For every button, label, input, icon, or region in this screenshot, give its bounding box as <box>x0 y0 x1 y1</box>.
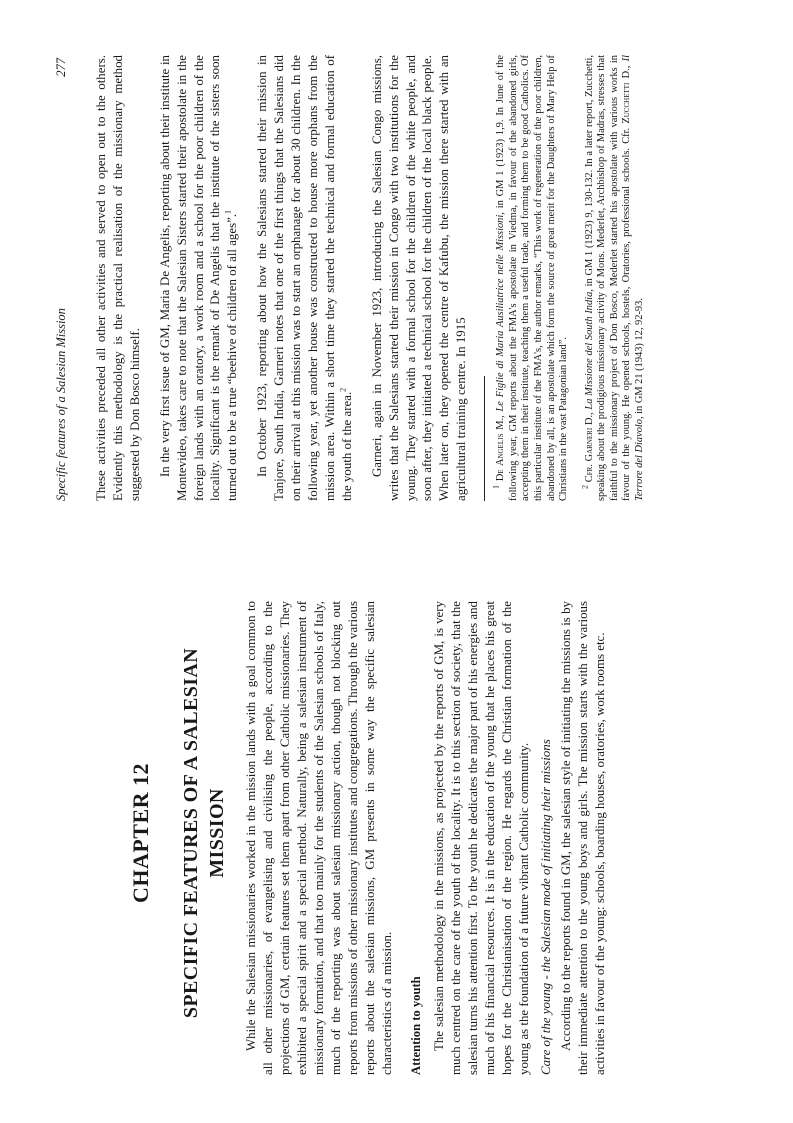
body-paragraph-4: Garneri, again in November 1923, introducing the Salesian Congo missions, writes that the Salesians started their mission in Congo with two institutions for the young. They started with a formal school for the children of the white people, and soon after, they initiated a technical school for the children of the local black people. When later on, they opened the centre of Kafubu, the mission there started with an agricultural training centre. In 1915 <box>369 55 469 501</box>
body-paragraph-2-text: In the very first issue of GM, Maria De Angelis, reporting about their institute in Montevideo, takes care to note that the Salesian Sisters started their apostolate in the foreign lands with an oratory, a work room and a school for the poor children of the locality. Significant is the remark of De Angelis that the institute of the sisters soon turned out to be a true “beehive of children of all ages”. <box>157 55 240 501</box>
footnote-2-number: 2 <box>580 485 590 489</box>
running-head <box>54 58 69 501</box>
footnote-separator <box>484 376 485 501</box>
footnote-2-author: Cfr. Garneri D., <box>583 412 595 483</box>
body-paragraph-1: These activities preceded all other activities and served to open out to the others. Evidently this methodology is the practical realisation of the missionary method suggested by Don Bosco himself. <box>94 55 142 501</box>
youth-paragraph: The salesian methodology in the missions, as projected by the reports of GM, is very much centred on the care of the youth of the locality. It is to this section of society, that the salesian turns his attention first. To the youth he dedicates the major part of his energies and much of his financial resources. It is in the education of the young that he places his great hopes for the Christianisation of the region. He regards the Christian formation of the young as the foundation of a future vibrant Catholic community. <box>432 601 531 1075</box>
footnote-1 <box>491 55 571 501</box>
footnote-ref-1: 1 <box>224 209 234 214</box>
body-paragraph-3-text: In October 1923, reporting about how the Salesians started their mission in Tanjore, South India, Garneri notes that one of the first things that the Salesians did on their arrival at this mission was to start an orphanage for about 30 children. In the following year, yet another house was constructed to house more orphans from the mission area. Within a short time they started the technical and formal education of the youth of the area. <box>255 55 354 501</box>
body-paragraph-3 <box>254 55 355 501</box>
footnote-2-text-2: , in GM 21 (1943) 12, 92-93. <box>634 298 646 420</box>
footnote-ref-2: 2 <box>338 387 348 392</box>
footnote-1-author: De Angelis M., <box>495 415 507 482</box>
left-page <box>0 563 793 1123</box>
italic-subheading: Care of the young - the Salesian mode of initiating their missions <box>539 739 553 1075</box>
chapter-number: CHAPTER 12 <box>128 762 153 904</box>
intro-paragraph: While the Salesian missionaries worked in the mission lands with a goal common to all other missionaries, of evangelising and civilising the people, according to the projections of GM, certain features set them apart from other Catholic missionaries. They exhibited a special spirit and a special method. Naturally, being a salesian instrument of missionary formation, and that too mainly for the students of the Salesian schools of Italy, much of the reporting was about salesian missionary action, though not blocking out reports from missions of other missionary institutes and congregations. Through the various reports about the salesian missions, GM presents in some way the specific salesian characteristics of a mission. <box>244 601 394 1075</box>
footnote-2-title-2: Il Terrore del Diavolo <box>621 55 646 501</box>
care-paragraph: According to the reports found in GM, the salesian style of initiating the missions is by their immediate attention to the young boys and girls. The mission starts with the various activities in favour of the young: schools, boarding houses, oratories, work rooms etc. <box>559 601 607 1075</box>
footnote-2 <box>580 55 647 501</box>
footnote-2-text: , in GM 1 (1923) 9, 130-132. In a later report, Zucchetti, speaking about the prodigious missionary activity of Mons. Mederlet, Archbishop of Madras, stresses that faithful to the missionary project of Don Bosco, Mederlet started his apostolate with various works in favour of the young. He opened schools, hostels, Oratories, professional schools. Cfr. <box>583 55 633 501</box>
footnote-2-author-2: Zucchetti D., <box>621 65 633 124</box>
right-body-text <box>93 55 660 501</box>
footnote-1-text: , in GM 1 (1923) 1,9. In June of the following year, GM reports about the FMA's apostolate in Viedma, in favour of the abandoned girls, accepting them in their institute, teaching them a useful trade, and forming them to be good Catholics. Of this particular institute of the FMA's, the author remarks, “This work of regeneration of the poor children, abandoned by all, is an apostolate which form the source of great merit for the Daughters of Mary Help of Christians in the vast Patagonian land”. <box>495 55 570 501</box>
chapter-title-line1: SPECIFIC FEATURES OF A SALESIAN <box>180 647 202 1019</box>
footnote-1-number: 1 <box>491 485 501 489</box>
footnote-2-title: La Missione del South India <box>583 291 595 410</box>
footnote-1-title: Le Figlie di Maria Ausiliatrice nelle Missioni <box>495 214 507 412</box>
section-heading: Attention to youth <box>409 976 423 1075</box>
chapter-title-line2: MISSION <box>206 788 228 878</box>
page-number: 277 <box>54 58 68 77</box>
running-head-title: Specific features of a Salesian Mission <box>54 308 68 501</box>
left-body-text <box>243 601 612 1075</box>
chapter-title <box>178 623 230 1043</box>
body-paragraph-2 <box>157 55 242 501</box>
